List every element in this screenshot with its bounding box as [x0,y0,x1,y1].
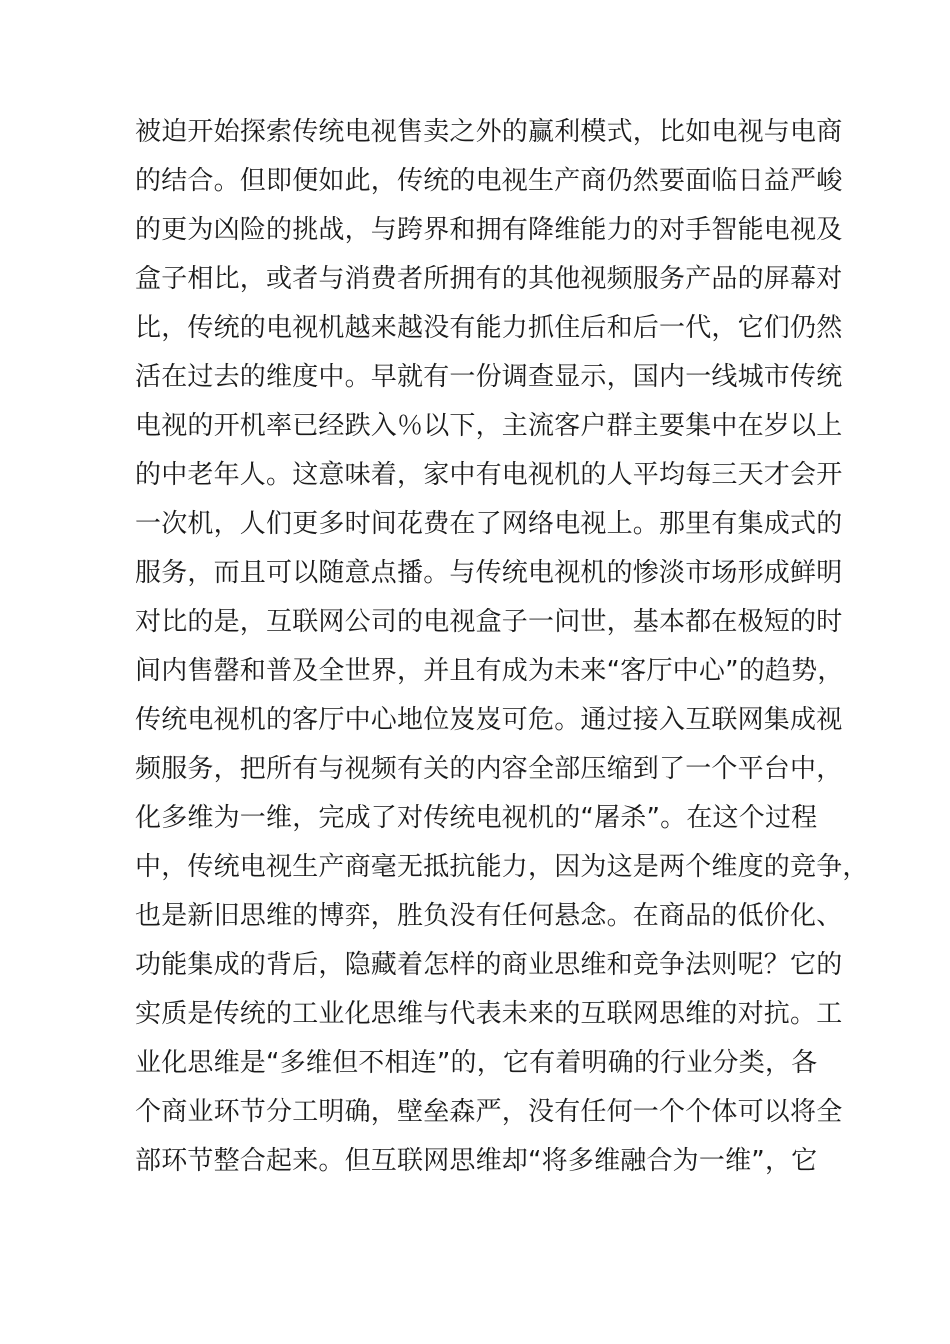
text-line: 电视的开机率已经跌入％以下，主流客户群主要集中在岁以上 [135,411,843,441]
body-text [135,108,869,1186]
text-line: 个商业环节分工明确，壁垒森严，没有任何一个个体可以将全 [135,1097,843,1127]
text-line: 活在过去的维度中。早就有一份调查显示，国内一线城市传统 [135,362,843,392]
text-line: 功能集成的背后，隐藏着怎样的商业思维和竞争法则呢？它的 [135,950,843,980]
text-line: 频服务，把所有与视频有关的内容全部压缩到了一个平台中， [135,754,843,784]
text-line: 中，传统电视生产商毫无抵抗能力，因为这是两个维度的竞争， [135,852,869,882]
text-line: 部环节整合起来。但互联网思维却“将多维融合为一维”，它 [135,1146,818,1176]
text-line: 业化思维是“多维但不相连”的，它有着明确的行业分类，各 [135,1048,818,1078]
text-line: 对比的是，互联网公司的电视盒子一问世，基本都在极短的时 [135,607,843,637]
text-line: 传统电视机的客厅中心地位岌岌可危。通过接入互联网集成视 [135,705,843,735]
text-line: 服务，而且可以随意点播。与传统电视机的惨淡市场形成鲜明 [135,558,843,588]
text-line: 的中老年人。这意味着，家中有电视机的人平均每三天才会开 [135,460,843,490]
text-line: 的更为凶险的挑战，与跨界和拥有降维能力的对手智能电视及 [135,215,843,245]
text-line: 实质是传统的工业化思维与代表未来的互联网思维的对抗。工 [135,999,843,1029]
text-line: 一次机，人们更多时间花费在了网络电视上。那里有集成式的 [135,509,843,539]
text-line: 盒子相比，或者与消费者所拥有的其他视频服务产品的屏幕对 [135,264,843,294]
text-line: 间内售罄和普及全世界，并且有成为未来“客厅中心”的趋势， [135,656,844,686]
text-line: 被迫开始探索传统电视售卖之外的赢利模式，比如电视与电商 [135,117,843,147]
text-line: 也是新旧思维的博弈，胜负没有任何悬念。在商品的低价化、 [135,901,843,931]
text-line: 比，传统的电视机越来越没有能力抓住后和后一代，它们仍然 [135,313,843,343]
text-line: 的结合。但即便如此，传统的电视生产商仍然要面临日益严峻 [135,166,843,196]
text-line: 化多维为一维，完成了对传统电视机的“屠杀”。在这个过程 [135,803,818,833]
